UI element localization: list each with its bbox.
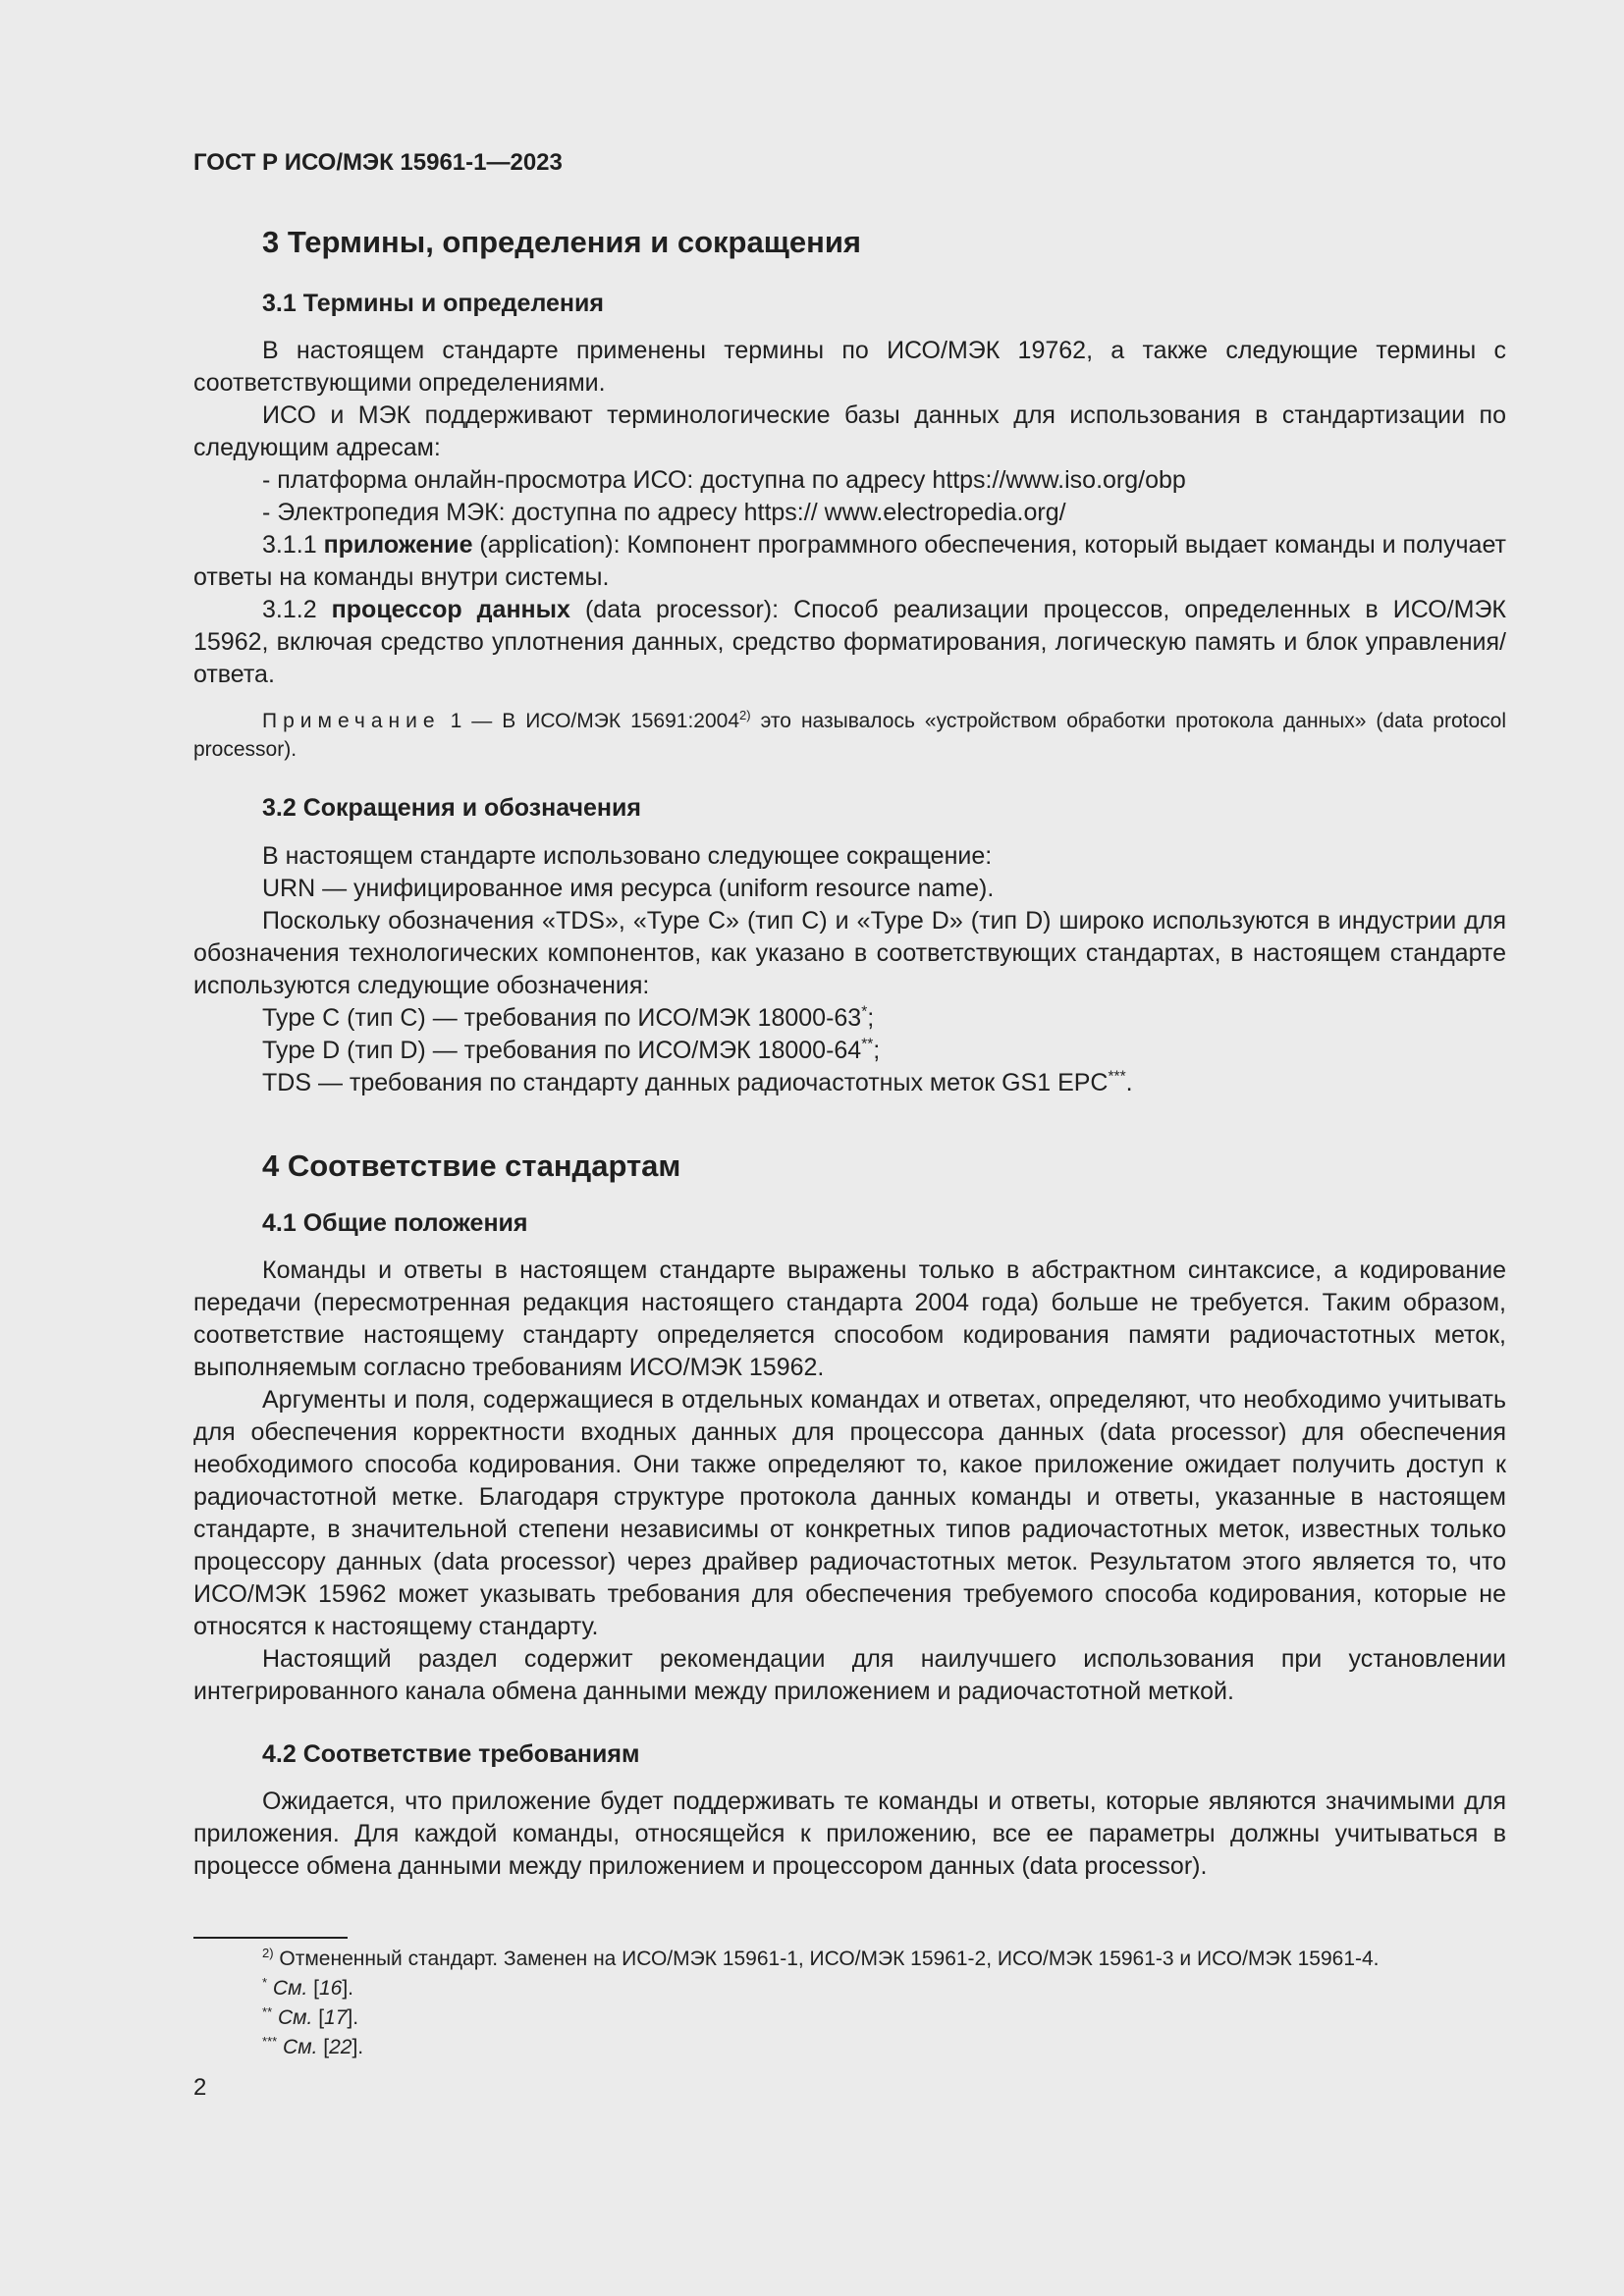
- bracket: [: [307, 1977, 319, 2000]
- term-number: 3.1.2: [262, 596, 332, 623]
- footnote-divider: [193, 1937, 348, 1939]
- footnote-mark: **: [262, 2004, 273, 2019]
- footnote-ref-number: 22: [329, 2036, 352, 2058]
- section-4-1-title: 4.1 Общие положения: [262, 1209, 528, 1237]
- footnote-star-3: [262, 2033, 1380, 2062]
- term-name: процессор данных: [331, 596, 570, 623]
- note-text-continued: это называлось «устройством обработки протокола данных» (data protocol processor).: [193, 710, 1506, 761]
- footnote-ref: 2): [739, 708, 751, 722]
- page-number: 2: [193, 2074, 207, 2101]
- term-number: 3.1.1: [262, 531, 324, 559]
- designation-end: .: [1125, 1069, 1133, 1096]
- footnote-see: См.: [272, 2006, 313, 2029]
- footnote-star-2: [262, 2003, 1380, 2033]
- note-label: Примечание: [262, 710, 441, 732]
- footnote-see: См.: [277, 2036, 318, 2058]
- note-1: [193, 707, 1506, 764]
- section-3-2-title: 3.2 Сокращения и обозначения: [262, 794, 641, 822]
- footnote-2: [262, 1945, 1380, 1974]
- section-3-title: 3 Термины, определения и сокращения: [262, 225, 861, 259]
- footnote-mark: *: [262, 1975, 268, 1990]
- footnote-ref: *: [861, 1003, 868, 1021]
- designation-text: TDS — требования по стандарту данных радиочастотных меток GS1 EPC: [262, 1069, 1109, 1096]
- section-4-2-title: 4.2 Соответствие требованиям: [262, 1740, 640, 1768]
- designation-end: ;: [867, 1004, 875, 1032]
- footnote-mark: ***: [262, 2034, 278, 2049]
- bracket: [: [312, 2006, 325, 2029]
- list-item: - Электропедия МЭК: доступна по адресу https:// www.electropedia.org/: [262, 499, 1066, 526]
- paragraph: Ожидается, что приложение будет поддерживать те команды и ответы, которые являются значимыми для приложения. Для каждой команды, относящейся к приложению, все ее параметры должны учитываться в процессе обмена данными между приложением и процессором данных (data processor).: [193, 1788, 1506, 1880]
- footnote-ref-number: 17: [324, 2006, 348, 2029]
- paragraph: Поскольку обозначения «TDS», «Type C» (тип C) и «Type D» (тип D) широко используются в индустрии для обозначения технологических компонентов, как указано в соответствующих стандартах, в настоящем стандарте используются следующие обозначения:: [193, 907, 1506, 999]
- section-3-1-title: 3.1 Термины и определения: [262, 290, 604, 317]
- term-3-1-1: [193, 529, 1506, 594]
- note-text: 1 — В ИСО/МЭК 15691:2004: [440, 710, 740, 732]
- paragraph: Настоящий раздел содержит рекомендации для наилучшего использования при установлении интегрированного канала обмена данными между приложением и радиочастотной меткой.: [193, 1645, 1506, 1705]
- paragraph: Аргументы и поля, содержащиеся в отдельных командах и ответах, определяют, что необходимо учитывать для обеспечения корректности входных данных для процессора данных (data processor) для обеспечения необходимого способа кодирования. Они также определяют то, какое приложение ожидает получить доступ к радиочастотной метке. Благодаря структуре протокола данных команды и ответы, указанные в настоящем стандарте, в значительной степени независимы от конкретных типов радиочастотных меток, известных только процессору данных (data processor) через драйвер радиочастотных меток. Результатом этого является то, что ИСО/МЭК 15962 может указывать требования для обеспечения требуемого способа кодирования, которые не относятся к настоящему стандарту.: [193, 1386, 1506, 1640]
- section-4-1-body: [193, 1255, 1506, 1708]
- bracket: ].: [352, 2036, 364, 2058]
- footnote-see: См.: [267, 1977, 308, 2000]
- bracket: [: [317, 2036, 330, 2058]
- bracket: ].: [342, 1977, 354, 2000]
- paragraph: Команды и ответы в настоящем стандарте выражены только в абстрактном синтаксисе, а кодирование передачи (пересмотренная редакция настоящего стандарта 2004 года) больше не требуется. Таким образом, соответствие настоящему стандарту определяется способом кодирования памяти радиочастотных меток, выполняемым согласно требованиям ИСО/МЭК 15962.: [193, 1256, 1506, 1381]
- designation-end: ;: [873, 1037, 881, 1064]
- paragraph: В настоящем стандарте использовано следующее сокращение:: [262, 842, 993, 870]
- footnote-text: Отмененный стандарт. Заменен на ИСО/МЭК 15961-1, ИСО/МЭК 15961-2, ИСО/МЭК 15961-3 и ИСО/МЭК 15961-4.: [273, 1948, 1380, 1970]
- term-3-1-2: [193, 594, 1506, 691]
- footnote-star-1: [262, 1974, 1380, 2003]
- list-item: - платформа онлайн-просмотра ИСО: доступна по адресу https://www.iso.org/obp: [262, 466, 1186, 494]
- bracket: ].: [347, 2006, 359, 2029]
- designation-text: Type C (тип C) — требования по ИСО/МЭК 18000-63: [262, 1004, 862, 1032]
- paragraph: URN — унифицированное имя ресурса (uniform resource name).: [262, 875, 995, 902]
- section-3-2-body: [193, 840, 1506, 1099]
- footnote-ref: ***: [1108, 1068, 1126, 1086]
- paragraph: В настоящем стандарте применены термины по ИСО/МЭК 19762, а также следующие термины с соответствующими определениями.: [193, 337, 1506, 397]
- section-4-2-body: [193, 1786, 1506, 1883]
- section-4-title: 4 Соответствие стандартам: [262, 1148, 681, 1183]
- section-3-1-body: [193, 335, 1506, 691]
- designation-type-c: [193, 1002, 1506, 1035]
- footnotes: [262, 1945, 1380, 2062]
- term-name: приложение: [323, 531, 473, 559]
- term-definition: (application): Компонент программного обеспечения, который выдает команды и получает ответы на команды внутри системы.: [193, 531, 1506, 591]
- paragraph: ИСО и МЭК поддерживают терминологические базы данных для использования в стандартизации по следующим адресам:: [193, 401, 1506, 461]
- document-code: ГОСТ Р ИСО/МЭК 15961-1—2023: [193, 149, 563, 176]
- footnote-ref: **: [861, 1036, 874, 1053]
- designation-tds: [193, 1067, 1506, 1099]
- designation-type-d: [193, 1035, 1506, 1067]
- footnote-ref-number: 16: [318, 1977, 343, 2000]
- term-definition: (data processor): Способ реализации процессов, определенных в ИСО/МЭК 15962, включая средство уплотнения данных, средство форматирования, логическую память и блок управления/ответа.: [193, 596, 1506, 688]
- designation-text: Type D (тип D) — требования по ИСО/МЭК 18000-64: [262, 1037, 862, 1064]
- footnote-mark: 2): [262, 1946, 274, 1960]
